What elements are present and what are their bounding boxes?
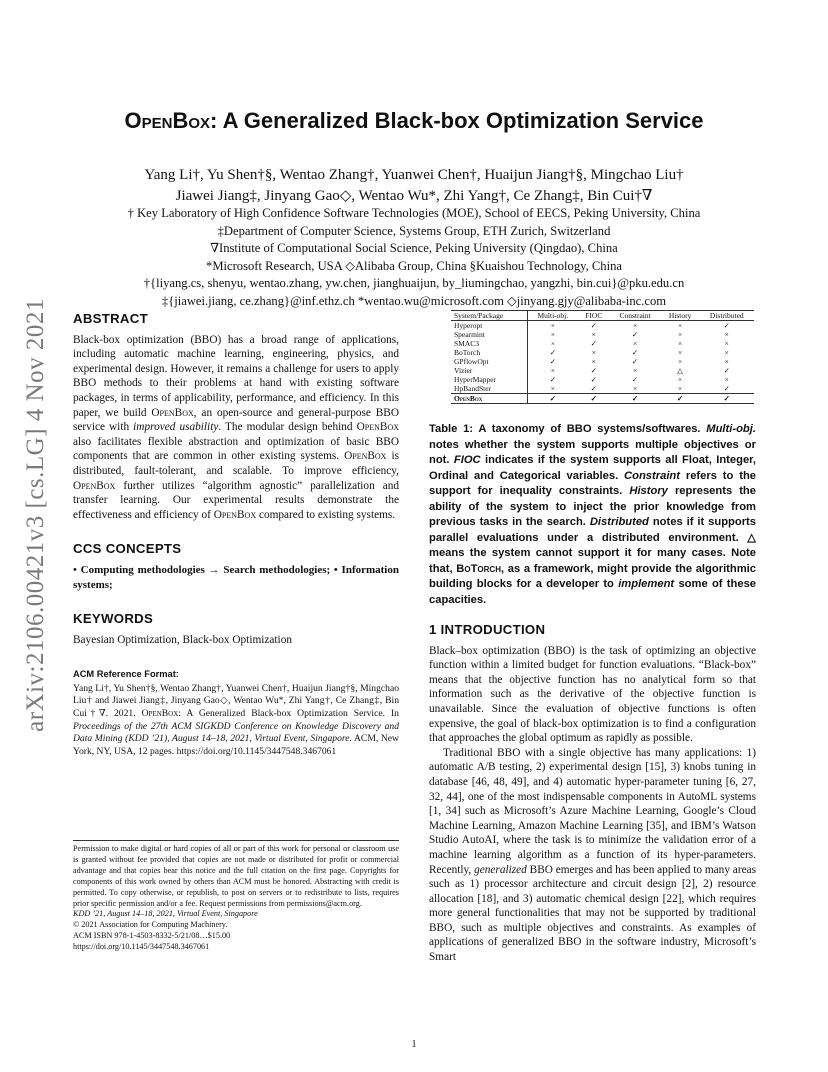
right-column	[429, 310, 756, 965]
table-cell: ×	[677, 348, 683, 357]
table-cell: ✓	[610, 394, 661, 404]
copyright-line: © 2021 Association for Computing Machinery.	[73, 920, 228, 930]
paper-title	[70, 108, 758, 134]
table-cell: ×	[632, 366, 638, 375]
table-header: System/Package	[451, 311, 527, 321]
affiliations	[60, 205, 768, 310]
table-cell: ✓	[723, 384, 730, 393]
table-header: Constraint	[610, 311, 661, 321]
table-cell: ✓	[661, 394, 700, 404]
table-cell: ✓	[549, 357, 556, 366]
title-rest: : A Generalized Black-box Optimization Service	[210, 108, 704, 133]
intro-paragraph-2: Traditional BBO with a single objective has many applications: 1) automatic A/B testing, 2) experimental design [15], 3) knobs tuning in database [46, 48, 49], and 4) automatic hyper-parameter tuning [6, 27, 32, 44], one of the most indispensable components in AutoML systems [1, 34] such as Microsoft’s Azure Machine Learning, Google’s Cloud Machine Learning, Amazon Machine Learning [35], and IBM’s Watson Studio AutoAI, where the task is to minimize the validation error of a machine learning algorithm as a function of its hyper-parameters. Recently, generalized BBO emerges and has been applied to many areas such as 1) processor architecture and circuit design [2], 2) resource allocation [18], and 3) automatic chemical design [22], which requires more general functionalities that may not be supported by traditional BBO, such as multiple objectives and constraints. As examples of applications of generalized BBO in the software industry, Microsoft’s Smart	[429, 746, 757, 964]
table-cell: ✓	[631, 330, 639, 339]
table-header: FIOC	[578, 311, 610, 321]
table-cell: ×	[632, 339, 638, 348]
table-cell: ×	[724, 357, 729, 366]
table-header-row	[451, 311, 754, 321]
table-cell: ×	[724, 339, 729, 348]
table-cell: ×	[591, 348, 596, 357]
table-cell: ✓	[590, 375, 597, 384]
table-row-openbox	[451, 394, 754, 404]
introduction-heading: 1 INTRODUCTION	[429, 622, 546, 637]
affiliation-email: †{liyang.cs, shenyu, wentao.zhang, yw.chen, jianghuaijun, by_liumingchao, yangzhi, bin.cui}@pku.edu.cn	[143, 276, 685, 290]
table-cell: ×	[724, 348, 729, 357]
table-cell: ✓	[578, 394, 610, 404]
table-cell: ×	[550, 321, 555, 330]
affiliation: ‡Department of Computer Science, Systems Group, ETH Zurich, Switzerland	[217, 223, 611, 238]
table-cell: ×	[591, 357, 596, 366]
table-cell: △	[677, 366, 683, 375]
table-cell: ✓	[700, 394, 754, 404]
table-cell: ✓	[631, 375, 639, 384]
table-cell: ×	[632, 384, 638, 393]
table-header: Distributed	[700, 311, 754, 321]
affiliation: † Key Laboratory of High Confidence Software Technologies (MOE), School of EECS, Peking University, China	[127, 206, 701, 220]
table-cell: Vizier	[451, 366, 527, 375]
table-cell: ✓	[549, 375, 556, 384]
table-row	[451, 321, 754, 331]
table-cell: ×	[550, 339, 555, 348]
table-cell: ✓	[590, 321, 597, 330]
table-cell: HpBandSter	[451, 384, 527, 394]
table-cell: GPflowOpt	[451, 357, 527, 366]
author-line-2: Jiawei Jiang‡, Jinyang Gao◇, Wentao Wu*, Zhi Yang†, Ce Zhang‡, Bin Cui†∇	[175, 188, 653, 204]
table-cell: BoTorch	[451, 348, 527, 357]
abstract-text: Black-box optimization (BBO) has a broad range of applications, including automatic machine learning, engineering, physics, and experimental design. However, it remains a challenge for users to apply BBO methods to their problems at hand with existing software packages, in terms of applicability, performance, and efficiency. In this paper, we build OpenBox, an open-source and general-purpose BBO service with improved usability. The modular design behind OpenBox also facilitates flexible abstraction and optimization of basic BBO components that are common in other existing systems. OpenBox is distributed, fault-tolerant, and scalable. To improve efficiency, OpenBox further utilizes “algorithm agnostic” parallelization and transfer learning. Our experimental results demonstrate the effectiveness and efficiency of OpenBox compared to existing systems.	[73, 333, 400, 521]
table-cell: ✓	[527, 394, 578, 404]
author-list	[70, 165, 758, 207]
table-cell: HyperMapper	[451, 375, 527, 384]
table-cell: ×	[550, 384, 555, 393]
ccs-text: • Computing methodologies → Search methodologies; • Information systems;	[73, 563, 399, 591]
table-cell: ×	[677, 330, 683, 339]
page-number: 1	[411, 1039, 417, 1050]
conference-line: KDD ’21, August 14–18, 2021, Virtual Event, Singapore	[73, 909, 258, 919]
table-cell: ✓	[723, 366, 730, 375]
table-cell: ✓	[723, 321, 730, 330]
table-row	[451, 330, 754, 339]
abstract-heading: ABSTRACT	[73, 311, 148, 326]
table-cell: ✓	[631, 357, 639, 366]
arxiv-side-stamp	[12, 290, 60, 740]
table-cell: SMAC3	[451, 339, 527, 348]
table-row	[451, 366, 754, 375]
table-row	[451, 384, 754, 394]
table-cell: ×	[591, 330, 596, 339]
table-cell: ✓	[549, 348, 556, 357]
taxonomy-table	[451, 310, 754, 404]
affiliation-email: ‡{jiawei.jiang, ce.zhang}@inf.ethz.ch *wentao.wu@microsoft.com ◇jinyang.gjy@alibaba-inc.com	[161, 293, 667, 308]
table-cell: ✓	[590, 366, 597, 375]
intro-paragraph-1: Black–box optimization (BBO) is the task of optimizing an objective function within a limited budget for function evaluations. “Black-box” means that the objective function has no analytical form so that information such as the derivative of the objective function is unavailable. Since the evaluation of objective functions is often expensive, the goal of black-box optimization is to find a configuration that approaches the global optimum as rapidly as possible.	[429, 644, 756, 745]
table-header: History	[661, 311, 700, 321]
table-caption: Table 1: A taxonomy of BBO systems/softwares. Multi-obj. notes whether the system supports multiple objectives or not. FIOC indicates if the system supports all Float, Integer, Ordinal and Categorical variables. Constraint refers to the support for inequality constraints. History represents the ability of the system to inject the prior knowledge from previous tasks in the search. Distributed notes if it supports parallel evaluations under a distributed environment. △ means the system cannot support it for many cases. Note that, BoTorch, as a framework, might provide the algorithmic building blocks for a developer to implement some of these capacities.	[429, 423, 757, 606]
permission-text: Permission to make digital or hard copies of all or part of this work for personal or classroom use is granted without fee provided that copies are not made or distributed for profit or commercial advantage and that copies bear this notice and the full citation on the first page. Copyrights for components of this work owned by others than ACM must be honored. Abstracting with credit is permitted. To copy otherwise, or republish, to post on servers or to redistribute to lists, requires prior specific permission and/or a fee. Request permissions from permissions@acm.org.	[73, 844, 399, 908]
acm-reference	[73, 667, 399, 758]
affiliation: *Microsoft Research, USA ◇Alibaba Group, China §Kuaishou Technology, China	[206, 258, 622, 273]
table-cell: ×	[677, 357, 683, 366]
table-row	[451, 348, 754, 357]
table-cell: ×	[724, 375, 729, 384]
table-cell: ×	[550, 366, 555, 375]
title-system-name: OpenBox	[124, 108, 210, 133]
doi-line: https://doi.org/10.1145/3447548.3467061	[73, 942, 210, 952]
table-cell: ✓	[631, 348, 639, 357]
acm-reference-text: Yang Li†, Yu Shen†§, Wentao Zhang†, Yuanwei Chen†, Huaijun Jiang†§, Mingchao Liu† and Jiawei Jiang‡, Jinyang Gao◇, Wentao Wu*, Zhi Yang†, Ce Zhang‡, Bin Cui†∇. 2021. OpenBox: A Generalized Black-box Optimization Service. In Proceedings of the 27th ACM SIGKDD Conference on Knowledge Discovery and Data Mining (KDD ’21), August 14–18, 2021, Virtual Event, Singapore. ACM, New York, NY, USA, 12 pages. https://doi.org/10.1145/3447548.3467061	[73, 682, 399, 757]
arxiv-id: arXiv:2106.00421v3 [cs.LG] 4 Nov 2021	[22, 298, 49, 732]
table-cell: ✓	[590, 384, 597, 393]
keywords-text: Bayesian Optimization, Black-box Optimization	[73, 633, 292, 646]
permission-notice	[73, 840, 399, 953]
author-line-1: Yang Li†, Yu Shen†§, Wentao Zhang†, Yuanwei Chen†, Huaijun Jiang†§, Mingchao Liu†	[144, 167, 684, 183]
table-cell: ×	[677, 339, 683, 348]
table-cell: ×	[677, 384, 683, 393]
table-cell: ×	[724, 330, 729, 339]
acm-reference-heading: ACM Reference Format:	[73, 669, 179, 680]
left-column	[73, 312, 399, 758]
keywords-heading: KEYWORDS	[73, 611, 154, 627]
affiliation: ∇Institute of Computational Social Science, Peking University (Qingdao), China	[210, 241, 618, 255]
table-cell: Spearmint	[451, 330, 527, 339]
table-cell: ×	[550, 330, 555, 339]
table-row	[451, 357, 754, 366]
isbn-line: ACM ISBN 978-1-4503-8332-5/21/08…$15.00	[73, 931, 231, 941]
table-cell: ✓	[590, 339, 597, 348]
table-header: Multi-obj.	[527, 311, 578, 321]
ccs-heading: CCS CONCEPTS	[73, 541, 182, 557]
table-cell: ×	[677, 321, 683, 330]
table-cell: Hyperopt	[451, 321, 527, 331]
table-row	[451, 375, 754, 384]
table-cell: ×	[677, 375, 683, 384]
table-row	[451, 339, 754, 348]
table-cell: ×	[632, 321, 638, 330]
table-cell: OpenBox	[451, 394, 527, 404]
